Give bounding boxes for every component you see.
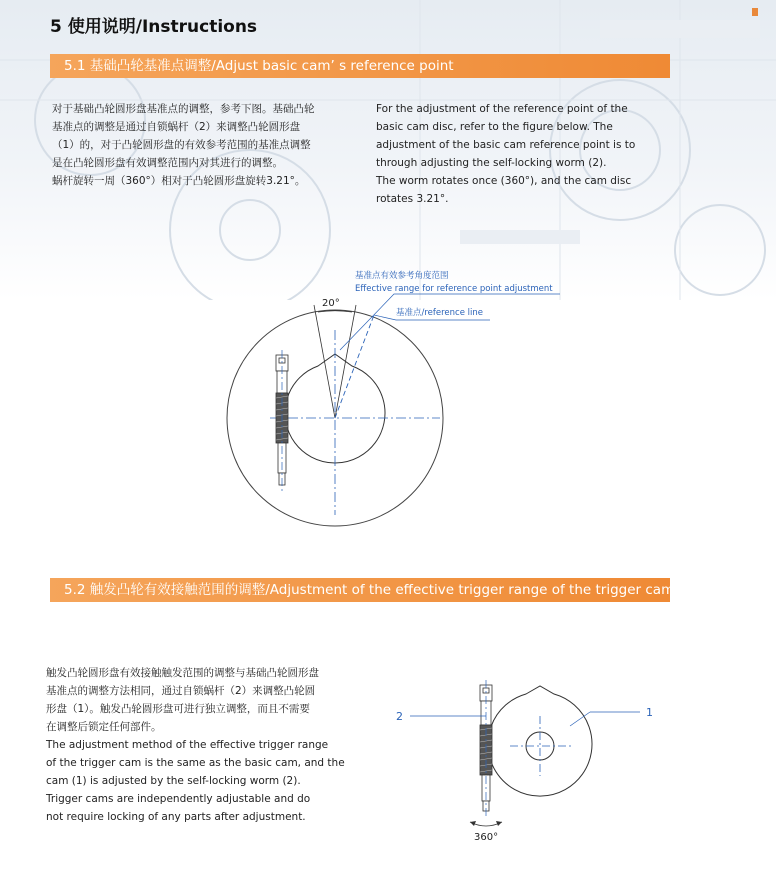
section-5-1-header: 5.1 基础凸轮基准点调整/Adjust basic cam’ s reference point — [50, 54, 670, 78]
range-label-cn: 基准点有效参考角度范围 — [355, 271, 449, 281]
page-title: 5 使用说明/Instructions — [50, 17, 258, 37]
range-leader-line — [340, 294, 560, 350]
text-line: Trigger cams are independently adjustable and do — [46, 793, 311, 805]
text-line: 基准点的调整是通过自锁蜗杆（2）来调整凸轮圆形盘 — [52, 121, 301, 133]
angle-line-left — [314, 305, 335, 418]
rotation-arrow-right — [496, 821, 502, 826]
text-line: 对于基础凸轮圆形盘基准点的调整，参考下图。基础凸轮 — [52, 103, 315, 115]
text-line: rotates 3.21°. — [376, 193, 449, 205]
trigger-cam-disc — [488, 686, 592, 796]
text-line: For the adjustment of the reference point of the — [376, 103, 628, 115]
callout-1: 1 — [646, 706, 653, 719]
text-line: The worm rotates once (360°), and the cam disc — [376, 175, 632, 187]
text-line: cam (1) is adjusted by the self-locking worm (2). — [46, 775, 301, 787]
section-5-2-header: 5.2 触发凸轮有效接触范围的调整/Adjustment of the effective trigger range of the trigger cam — [50, 578, 670, 602]
rotation-label: 360° — [474, 832, 499, 843]
text-line: 是在凸轮圆形盘有效调整范围内对其进行的调整。 — [52, 157, 283, 169]
text-line: through adjusting the self-locking worm (2). — [376, 157, 607, 169]
text-line: adjustment of the basic cam reference point is to — [376, 139, 636, 151]
angle-label: 20° — [322, 298, 340, 309]
reference-point-diagram — [200, 260, 600, 530]
section-5-2-text — [46, 664, 352, 826]
text-line: 基准点的调整方法相同，通过自锁蜗杆（2）来调整凸轮圆 — [46, 685, 316, 697]
rotation-arrow-left — [470, 821, 476, 826]
text-line: （1）的，对于凸轮圆形盘的有效参考范围的基准点调整 — [52, 139, 311, 151]
callout-2: 2 — [396, 710, 403, 723]
text-line: The adjustment method of the effective trigger range — [46, 739, 329, 751]
section-5-1-english-text — [376, 100, 676, 208]
text-line: 触发凸轮圆形盘有效接触触发范围的调整与基础凸轮圆形盘 — [46, 667, 319, 679]
trigger-cam-diagram — [390, 680, 690, 845]
text-line: of the trigger cam is the same as the basic cam, and the — [46, 757, 345, 769]
corner-marker — [752, 8, 758, 16]
text-line: 蜗杆旋转一周（360°）相对于凸轮圆形盘旋转3.21°。 — [52, 175, 306, 187]
angle-line-right — [335, 305, 356, 418]
text-line: 在调整后锁定任何部件。 — [46, 721, 162, 733]
reference-label: 基准点/reference line — [396, 308, 483, 318]
callout-1-leader-diag — [570, 712, 590, 726]
text-line: basic cam disc, refer to the figure below. The — [376, 121, 613, 133]
section-5-1-chinese-text — [52, 100, 352, 190]
range-label-en: Effective range for reference point adjustment — [355, 284, 553, 294]
text-line: 形盘（1）。触发凸轮圆形盘可进行独立调整，而且不需要 — [46, 703, 310, 715]
text-line: not require locking of any parts after adjustment. — [46, 811, 306, 823]
